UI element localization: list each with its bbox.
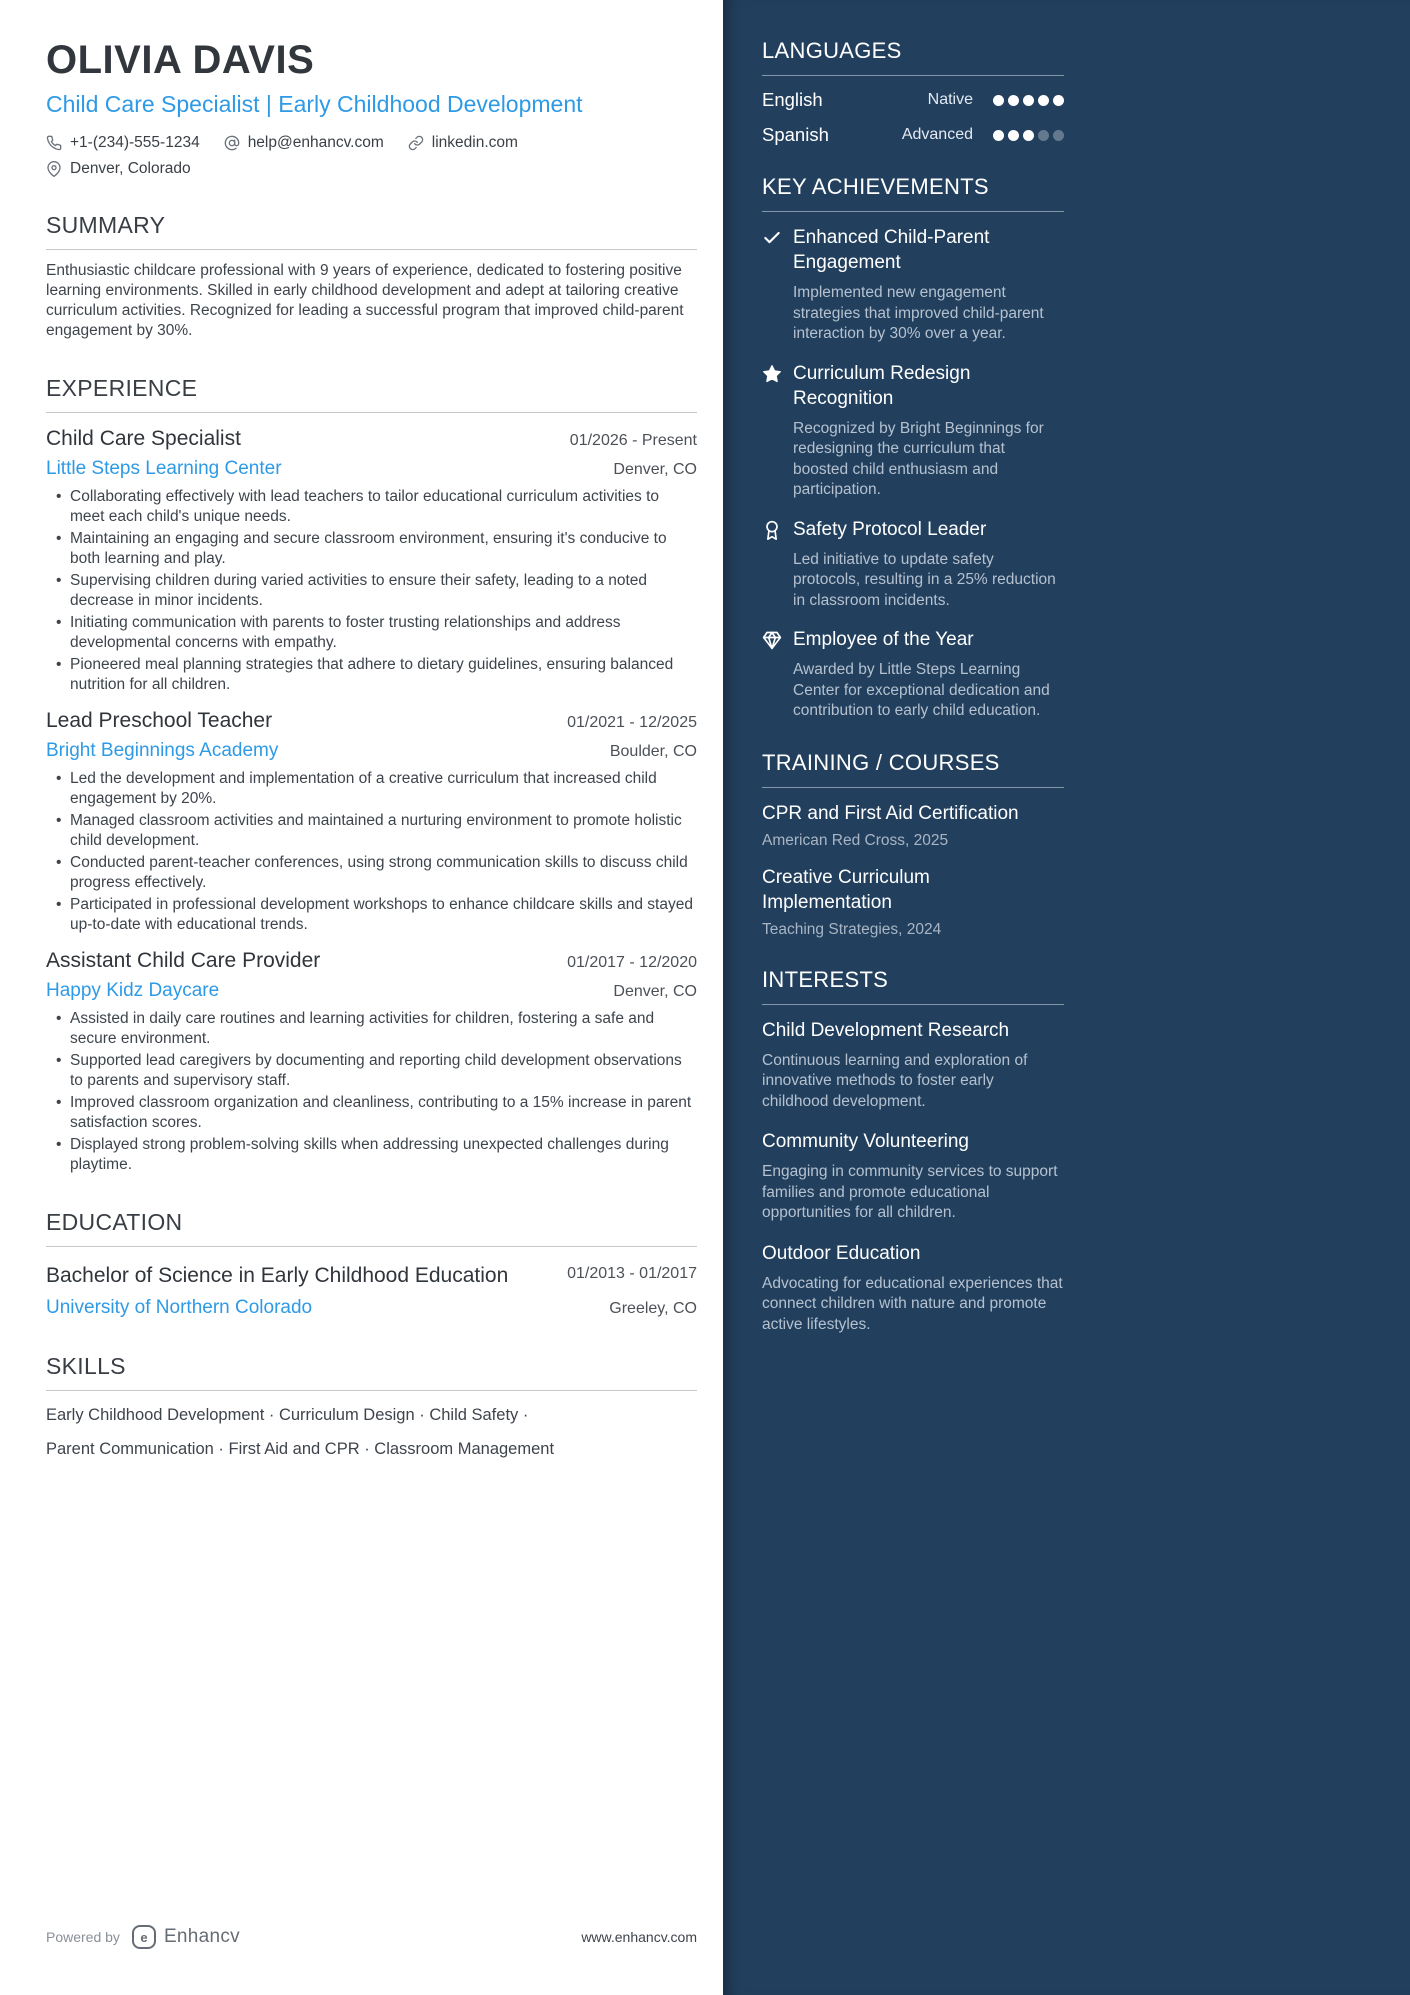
interest-item xyxy=(762,1018,1064,1113)
languages-heading: LANGUAGES xyxy=(762,38,1064,76)
training-heading: TRAINING / COURSES xyxy=(762,750,1064,788)
job-dates: 01/2026 - Present xyxy=(569,432,697,449)
candidate-headline: Child Care Specialist | Early Childhood Development xyxy=(46,91,583,117)
language-name: Spanish xyxy=(762,124,829,145)
email-address[interactable]: help@enhancv.com xyxy=(247,134,384,151)
job-bullets xyxy=(46,769,697,935)
experience-heading: EXPERIENCE xyxy=(46,375,697,413)
bullet-item: • Assisted in daily care routines and learning activities for children, fostering a safe and secure environment. xyxy=(70,1009,697,1049)
location-text: Denver, Colorado xyxy=(70,160,191,177)
job-title: Child Care Specialist xyxy=(46,427,241,450)
enhancv-logo-icon: e xyxy=(132,1925,156,1949)
course-title: Creative Curriculum Implementation xyxy=(762,866,930,913)
achievements-section xyxy=(762,174,1064,722)
achievements-heading: KEY ACHIEVEMENTS xyxy=(762,174,1064,212)
linkedin-contact[interactable] xyxy=(408,134,518,152)
bullet-item: • Maintaining an engaging and secure classroom environment, ensuring it's conducive to both learning and play. xyxy=(70,529,697,569)
phone-icon xyxy=(46,135,62,151)
achievement-body: Led initiative to update safety protocols, resulting in a 25% reduction in classroom incidents. xyxy=(793,550,1056,609)
bullet-item: • Initiating communication with parents to foster trusting relationships and address developmental concerns with empathy. xyxy=(70,613,697,653)
summary-text: Enthusiastic childcare professional with 9 years of experience, dedicated to fostering positive learning environments. Skilled in early childhood development and adept at tailoring creative curriculum activities. Recognized for leading a successful program that improved child-parent engagement by 30%. xyxy=(46,262,684,339)
enhancv-logo[interactable] xyxy=(132,1925,240,1949)
achievement-title: Enhanced Child-Parent Engagement xyxy=(793,227,990,273)
bullet-item: • Supported lead caregivers by documenting and reporting child development observations to parents and supervisory staff. xyxy=(70,1051,697,1091)
job-dates: 01/2017 - 12/2020 xyxy=(567,954,697,971)
bullet-item: • Conducted parent-teacher conferences, using strong communication skills to discuss child progress effectively. xyxy=(70,853,697,893)
email-contact[interactable] xyxy=(224,134,384,152)
achievement-item xyxy=(762,517,1064,612)
achievement-body: Awarded by Little Steps Learning Center for exceptional dedication and contribution to early child education. xyxy=(793,661,1050,719)
job-entry xyxy=(46,709,697,935)
email-icon xyxy=(224,135,240,151)
enhancv-brand-text: Enhancv xyxy=(163,1926,240,1947)
language-row xyxy=(762,124,1064,146)
enhancv-url[interactable]: www.enhancv.com xyxy=(581,1929,697,1945)
experience-section xyxy=(46,375,697,1175)
candidate-name: OLIVIA DAVIS xyxy=(46,38,315,82)
achievement-body: Implemented new engagement strategies that improved child-parent interaction by 30% over a year. xyxy=(793,284,1044,342)
bullet-item: • Improved classroom organization and cleanliness, contributing to a 15% increase in parent satisfaction scores. xyxy=(70,1093,697,1133)
footer xyxy=(46,1925,697,1949)
language-level-dots xyxy=(989,95,1064,106)
job-location: Boulder, CO xyxy=(609,743,697,760)
education-dates: 01/2013 - 01/2017 xyxy=(567,1265,697,1282)
interest-title: Outdoor Education xyxy=(762,1242,921,1264)
achievement-item xyxy=(762,361,1064,501)
achievement-title: Curriculum Redesign Recognition xyxy=(793,362,971,409)
interest-body: Engaging in community services to support families and promote educational opportunities for all children. xyxy=(762,1163,1058,1221)
bullet-item: • Managed classroom activities and maintained a nurturing environment to promote holistic child development. xyxy=(70,811,697,851)
course-item xyxy=(762,801,1064,850)
linkedin-url[interactable]: linkedin.com xyxy=(431,134,518,151)
achievement-item xyxy=(762,627,1064,722)
star-icon xyxy=(762,361,793,501)
summary-heading: SUMMARY xyxy=(46,212,697,250)
achievement-item xyxy=(762,225,1064,345)
phone-number: +1-(234)-555-1234 xyxy=(70,134,200,151)
skills-heading: SKILLS xyxy=(46,1353,697,1391)
language-level: Native xyxy=(927,91,973,108)
interest-item xyxy=(762,1129,1064,1224)
course-subtitle: Teaching Strategies, 2024 xyxy=(762,920,942,938)
check-icon xyxy=(762,225,793,345)
bullet-item: • Led the development and implementation of a creative curriculum that increased child engagement by 20%. xyxy=(70,769,697,809)
bullet-item: • Participated in professional development workshops to enhance childcare skills and stayed up-to-date with educational trends. xyxy=(70,895,697,935)
course-subtitle: American Red Cross, 2025 xyxy=(762,831,949,849)
bullet-item: • Displayed strong problem-solving skills when addressing unexpected challenges during playtime. xyxy=(70,1135,697,1175)
bullet-item: • Pioneered meal planning strategies that adhere to dietary guidelines, ensuring balanced nutrition for all children. xyxy=(70,655,697,695)
language-name: English xyxy=(762,89,823,110)
languages-section xyxy=(762,38,1064,146)
education-section xyxy=(46,1209,697,1319)
training-section xyxy=(762,750,1064,939)
achievement-title: Safety Protocol Leader xyxy=(793,518,987,540)
education-heading: EDUCATION xyxy=(46,1209,697,1247)
bullet-item: • Collaborating effectively with lead teachers to tailor educational curriculum activities to meet each child's unique needs. xyxy=(70,487,697,527)
achievement-body: Recognized by Bright Beginnings for redesigning the curriculum that boosted child enthusiasm and participation. xyxy=(793,419,1044,498)
skills-section xyxy=(46,1353,697,1459)
link-icon xyxy=(408,135,424,151)
language-level: Advanced xyxy=(901,126,973,143)
school-link[interactable]: University of Northern Colorado xyxy=(46,1297,313,1318)
degree-title: Bachelor of Science in Early Childhood Education xyxy=(46,1264,509,1287)
summary-section xyxy=(46,212,697,341)
job-title: Lead Preschool Teacher xyxy=(46,709,273,732)
language-row xyxy=(762,89,1064,111)
job-bullets xyxy=(46,487,697,695)
education-location: Greeley, CO xyxy=(609,1300,697,1317)
job-bullets xyxy=(46,1009,697,1175)
gem-icon xyxy=(762,627,793,722)
interest-body: Continuous learning and exploration of innovative methods to foster early childhood development. xyxy=(762,1051,1028,1110)
bullet-item: • Supervising children during varied activities to ensure their safety, leading to a noted decrease in minor incidents. xyxy=(70,571,697,611)
job-entry xyxy=(46,949,697,1175)
location-contact xyxy=(46,160,191,178)
interest-item xyxy=(762,1241,1064,1336)
award-icon xyxy=(762,517,793,612)
company-link[interactable]: Happy Kidz Daycare xyxy=(46,980,220,1001)
interest-body: Advocating for educational experiences that connect children with nature and promote active lifestyles. xyxy=(762,1274,1063,1333)
job-title: Assistant Child Care Provider xyxy=(46,949,321,972)
location-row xyxy=(46,160,697,178)
course-title: CPR and First Aid Certification xyxy=(762,802,1019,824)
company-link[interactable]: Bright Beginnings Academy xyxy=(46,740,279,761)
interest-title: Child Development Research xyxy=(762,1019,1010,1041)
interests-heading: INTERESTS xyxy=(762,967,1064,1005)
interests-section xyxy=(762,967,1064,1336)
company-link[interactable]: Little Steps Learning Center xyxy=(46,458,282,479)
location-pin-icon xyxy=(46,161,62,177)
interest-title: Community Volunteering xyxy=(762,1131,969,1152)
job-entry xyxy=(46,427,697,695)
achievement-title: Employee of the Year xyxy=(793,629,974,650)
language-level-dots xyxy=(989,130,1064,141)
job-dates: 01/2021 - 12/2025 xyxy=(567,714,697,731)
course-item xyxy=(762,865,1064,939)
job-location: Denver, CO xyxy=(613,461,697,478)
sidebar-column xyxy=(723,0,1410,1995)
job-location: Denver, CO xyxy=(613,983,697,1000)
skills-line: Parent Communication · First Aid and CPR · Classroom Management xyxy=(46,1440,555,1458)
powered-by-label: Powered by xyxy=(46,1929,120,1945)
phone-contact xyxy=(46,134,200,152)
contact-row xyxy=(46,134,697,152)
skills-line: Early Childhood Development · Curriculum Design · Child Safety · xyxy=(46,1406,529,1424)
